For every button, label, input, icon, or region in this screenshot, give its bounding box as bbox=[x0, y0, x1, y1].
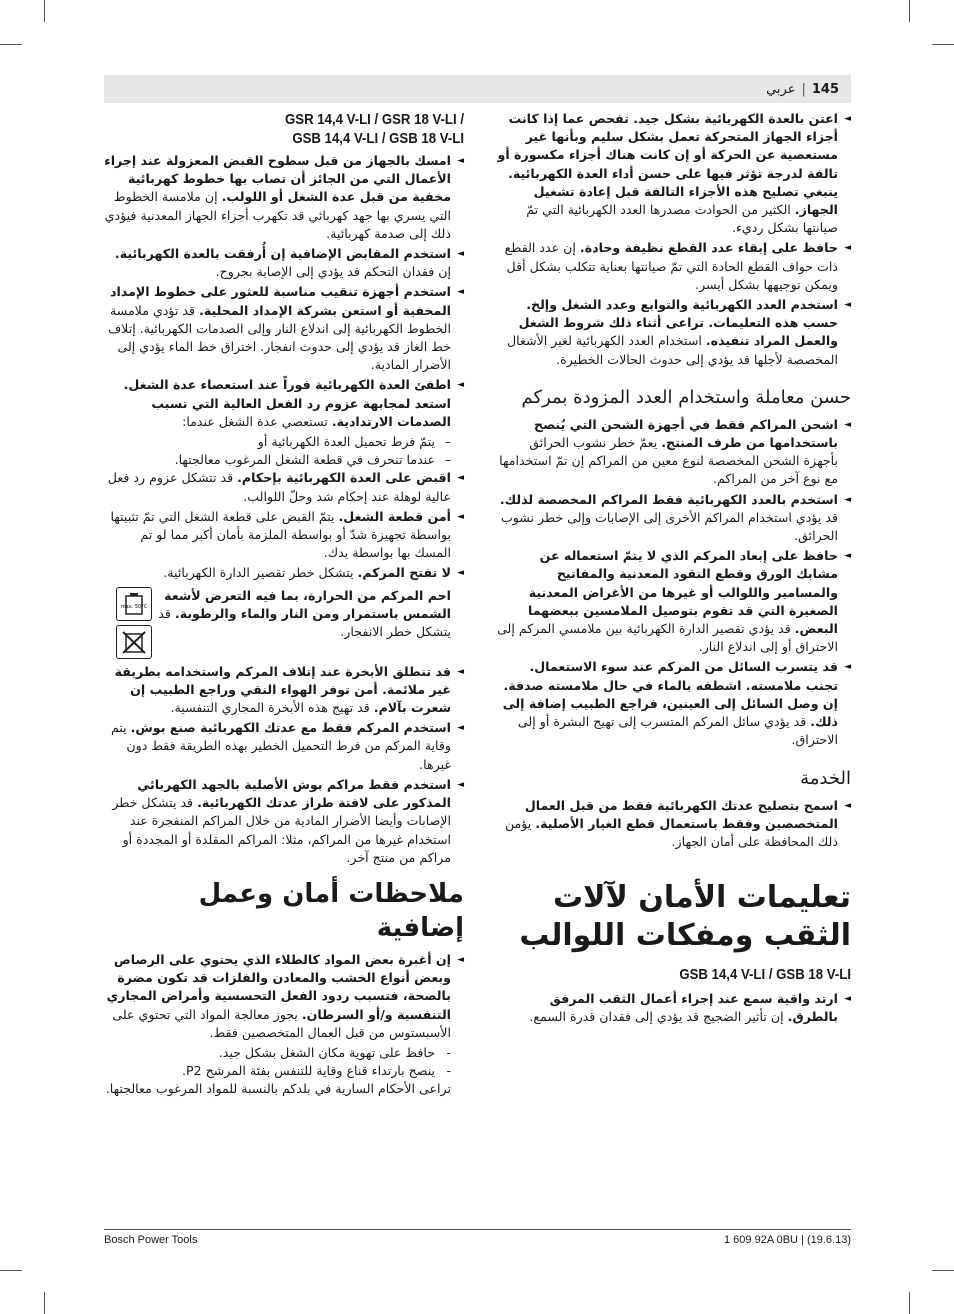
bullet-text: يتمّ القبض على قطعة الشغل التي تمّ تثبيتها بواسطة تجهيزة شدّ أو بواسطة الملزمة بأمان أكبر مما لو تم المسك بها بواسطة يدك. bbox=[110, 508, 451, 561]
bullet-item bbox=[497, 239, 851, 294]
bullet-text: إن عدد القطع ذات حواف القطع الحادة التي تمّ صيانتها بعناية تتكلب بشكل أقل ويمكن توجيهها بشكل أيسر. bbox=[504, 240, 838, 292]
dash-text: عندما تنحرف في قطعة الشغل المرغوب معالجتها. bbox=[174, 452, 435, 468]
bullet-bold: أمن قطعة الشغل. bbox=[338, 508, 451, 524]
heat-warning-icon bbox=[116, 587, 152, 621]
bullet-triangle-icon: ◄ bbox=[844, 994, 851, 1005]
bullet-text: يتشكل خطر تقصير الدارة الكهربائية. bbox=[163, 565, 358, 581]
section-subheading: الخدمة bbox=[800, 767, 851, 789]
bullet-triangle-icon: ◄ bbox=[844, 494, 851, 505]
bullet-item bbox=[497, 547, 851, 656]
crop-mark bbox=[909, 0, 910, 22]
bullet-item bbox=[104, 564, 464, 582]
bullet-text: إن فقدان التحكم قد يؤدي إلى الإصابة بجروح. bbox=[215, 264, 451, 280]
bullet-item bbox=[497, 797, 851, 852]
bullet-text: يؤمن ذلك المحافظة على أمان الجهاز. bbox=[504, 815, 838, 849]
bullet-text: تستعصي عدة الشغل عندما: bbox=[182, 413, 332, 429]
bullet-triangle-icon: ◄ bbox=[844, 243, 851, 254]
bullet-triangle-icon: ◄ bbox=[457, 380, 464, 391]
bullet-bold: استخدم المقابض الإضافية إن أُرفقت بالعدة الكهربائية. bbox=[114, 246, 451, 262]
dash-item: - حافظ على تهوية مكان الشغل بشكل جيد. bbox=[104, 1044, 464, 1062]
bullet-triangle-icon: ◄ bbox=[457, 473, 464, 484]
bullet-triangle-icon: ◄ bbox=[457, 249, 464, 260]
crop-mark bbox=[932, 44, 954, 45]
bullet-text: إن تأثير الضجيج قد يؤدي إلى فقدان قدرة السمع. bbox=[529, 1009, 788, 1025]
section-heading: تعليمات الأمان لآلات الثقب ومفكات اللوالب bbox=[519, 880, 851, 954]
icon-label: max. 50°C bbox=[120, 603, 148, 610]
bullet-bold: اسمح بتصليح عدتك الكهربائية فقط من قبل العمال المتخصصين وفقط باستعمال قطع الغيار الأصلية. bbox=[524, 797, 838, 831]
bullet-bold: قد يتسرب السائل من المركم عند سوء الاستعمال. تجنب ملامسته. اشطفه بالماء في حال ملامسته صدفة. إن وصل السائل إلى العينين، فراجع الطبيب إضافة إلى ذلك. bbox=[502, 659, 838, 730]
bullet-triangle-icon: ◄ bbox=[844, 662, 851, 673]
bullet-text: قد تؤدي ملامسة الخطوط الكهربائية إلى اندلاع النار وإلى الصدمات الكهربائية. إتلاف خط الغاز قد يؤدي إلى حدوث انفجار. اختراق خط الماء يؤدي إلى الأضرار المادية. bbox=[108, 302, 451, 373]
bullet-item bbox=[104, 283, 464, 374]
bullet-text: قد يتشكل خطر الإصابات وأيضا الأضرار المادية من خلال المراكم المنفجرة عند استخدام غيرها من المراكم، مثلا: المراكم المقلدة أو المجددة أو مراكم من منتج آخر. bbox=[112, 795, 451, 865]
bullet-item bbox=[497, 416, 851, 489]
bullet-triangle-icon: ◄ bbox=[844, 300, 851, 311]
bullet-triangle-icon: ◄ bbox=[844, 551, 851, 562]
bullet-item bbox=[104, 951, 464, 1042]
bullet-bold: حافظ على إبقاء عدد القطع نظيفة وحادة. bbox=[579, 240, 838, 256]
bullet-item bbox=[104, 152, 464, 243]
crop-mark bbox=[0, 44, 22, 45]
bullet-item bbox=[497, 658, 851, 749]
bullet-text: قد تتشكل عزوم رد فعل عالية لوهلة عند إحكام شد وحلّ اللوالب. bbox=[107, 470, 451, 504]
bullet-item bbox=[497, 110, 851, 237]
bullet-item bbox=[104, 719, 464, 774]
bullet-bold: استخدم فقط مراكم بوش الأصلية بالجهد الكهربائي المذكور على لافتة طراز عدتك الكهربائية. bbox=[137, 776, 451, 811]
dash-item: – عندما تنحرف في قطعة الشغل المرغوب معالجتها. bbox=[104, 451, 464, 469]
bullet-triangle-icon: ◄ bbox=[457, 723, 464, 734]
bullet-text: قد يؤدي تقصير الدارة الكهربائية بين ملامسي المركم إلى الاحتراق أو إلى اندلاع النار. bbox=[497, 621, 838, 655]
dash-item: - ينصح بارتداء قناع وقاية للتنفس بفئة المرشح P2. bbox=[104, 1062, 464, 1080]
crop-mark bbox=[932, 1270, 954, 1271]
crop-mark bbox=[0, 1270, 22, 1271]
bullet-text: قد يتشكل خطر الانفجار. bbox=[158, 605, 451, 640]
model-heading: GSB 14,4 V-LI / GSB 18 V-LI bbox=[679, 966, 851, 984]
bullet-text: قد تهيج هذه الأبخرة المجاري التنفسية. bbox=[170, 700, 374, 716]
section-subheading: حسن معاملة واستخدام العدد المزودة بمركم bbox=[521, 386, 851, 408]
bullet-item bbox=[104, 376, 464, 431]
warning-block bbox=[104, 587, 464, 659]
bullet-triangle-icon: ◄ bbox=[457, 568, 464, 579]
bullet-item bbox=[497, 296, 851, 369]
bullet-item bbox=[104, 245, 464, 281]
bullet-item bbox=[104, 469, 464, 505]
bullet-bold: استخدم المركم فقط مع عدتك الكهربائية صنع بوش. bbox=[130, 720, 451, 736]
bullet-text: إن ملامسة الخطوط التي يسري بها جهد كهربائي قد تكهرب أجزاء الجهاز المعدنية فيؤدي ذلك إلى صدمة كهربائية. bbox=[104, 189, 451, 241]
bullet-bold: ارتد واقية سمع عند إجراء أعمال الثقب المرفق بالطرق. bbox=[549, 991, 838, 1025]
header-language: عربي bbox=[766, 81, 796, 97]
dash-text: يتمّ فرط تحميل العدة الكهربائية أو bbox=[257, 434, 435, 450]
bullet-triangle-icon: ◄ bbox=[457, 511, 464, 522]
bullet-bold: امسك بالجهاز من قبل سطوح القبض المعزولة عند إجراء الأعمال التي من الجائز أن تصاب بها خطوط كهربائية مخفية من قبل عدة الشغل أو اللولب. bbox=[104, 153, 451, 205]
footer-docnumber: 1 609 92A 0BU | (19.6.13) bbox=[724, 1234, 851, 1246]
header-separator: | bbox=[801, 81, 806, 97]
bullet-bold: استخدم العدد الكهربائية والتوابع وعدد الشغل وإلخ. حسب هذه التعليمات. تراعى أثناء ذلك شروط الشغل والعمل المراد تنفيذه. bbox=[518, 297, 838, 349]
dash-item: – يتمّ فرط تحميل العدة الكهربائية أو bbox=[104, 433, 464, 451]
bullet-bold: احم المركم من الحرارة، بما فيه التعرض لأشعة الشمس باستمرار ومن النار والماء والرطوبة. bbox=[164, 587, 451, 621]
bullet-item bbox=[497, 491, 851, 546]
bullet-bold: اقبض على العدة الكهربائية بإحكام. bbox=[237, 470, 451, 486]
bullet-bold: قد تنطلق الأبخرة عند إتلاف المركم واستخدامه بطريقة غير ملائمة. أمن توفر الهواء النقي وراجع الطبيب إن شعرت بآلام. bbox=[114, 663, 451, 716]
bullet-bold: إن أغبرة بعض المواد كالطلاء الذي يحتوي على الرصاص وبعض أنواع الخشب والمعادن والفلزات قد تكون مضرة بالصحة، فتسبب ردود الفعل التحسسية وأمراض المجاري التنفسية و/أو السرطان. bbox=[106, 951, 451, 1022]
bullet-triangle-icon: ◄ bbox=[457, 954, 464, 965]
bullet-item bbox=[104, 508, 464, 563]
bullet-bold: استخدم أجهزة تنقيب مناسبة للعثور على خطوط الإمداد المخفية أو استعن بشركة الإمداد المحلية. bbox=[110, 284, 451, 318]
bullet-triangle-icon: ◄ bbox=[844, 800, 851, 811]
right-column bbox=[497, 110, 851, 1029]
page-header bbox=[104, 75, 851, 103]
model-heading: GSR 14,4 V-LI / GSR 18 V-LI / GSB 14,4 V-LI / GSB 18 V-LI bbox=[285, 111, 464, 147]
bullet-bold: استخدم بالعدد الكهربائية فقط المراكم المخصصة لذلك. bbox=[499, 491, 838, 507]
bullet-bold: اعتن بالعدة الكهربائية بشكل جيد. تفحص عما إذا كانت أجزاء الجهاز المتحركة تعمل بشكل سليم وبأنها غير مستعصية عن الحركة أو إن كانت هناك أجزاء مكسورة أو تالفة لدرجة تؤثر فيها على حسن أداء العدة الكهربائية. ينبغي تصليح هذه الأجزاء التالفة قبل إعادة تشغيل الجهاز. bbox=[497, 111, 838, 218]
crop-mark bbox=[44, 1292, 45, 1314]
bullet-triangle-icon: ◄ bbox=[844, 114, 851, 124]
bullet-bold: حافظ على إبعاد المركم الذي لا يتمّ استعماله عن مشابك الورق وقطع النقود المعدنية والمفاتيح والمسامير واللوالب أو غيرها من الأغراض المعدنية الصغيرة التي قد تقوم بتوصيل الملامسين ببعضهما البعض. bbox=[528, 548, 838, 637]
no-water-icon bbox=[116, 625, 152, 659]
bullet-text: يجوز معالجة المواد التي تحتوي على الأسبستوس من قبل العمال المتخصصين فقط. bbox=[112, 1006, 451, 1040]
page-footer bbox=[104, 1229, 851, 1246]
paragraph-text: تراعى الأحكام السارية في بلدكم بالنسبة للمواد المرغوب معالجتها. bbox=[105, 1081, 451, 1097]
bullet-item bbox=[104, 663, 464, 718]
dash-text: حافظ على تهوية مكان الشغل بشكل جيد. bbox=[218, 1044, 435, 1060]
bullet-triangle-icon: ◄ bbox=[844, 419, 851, 430]
bullet-text: يتم وقاية المركم من فرط التحميل الخطير بهذه الطريقة فقط دون غيرها. bbox=[110, 720, 451, 772]
bullet-triangle-icon: ◄ bbox=[457, 666, 464, 677]
crop-mark bbox=[909, 1292, 910, 1314]
bullet-triangle-icon: ◄ bbox=[457, 779, 464, 790]
bullet-text: يعمّ خطر نشوب الحرائق بأجهزة الشحن المخصصة لنوع معين من المراكم إن تمّ استخدامها مع نوع آخر من المراكم. bbox=[499, 435, 838, 487]
bullet-bold: اشحن المراكم فقط في أجهزة الشحن التي يُنصح باستخدامها من طرف المنتج. bbox=[534, 416, 838, 451]
page-number: 145 bbox=[811, 81, 839, 97]
section-heading: ملاحظات أمان وعمل إضافية bbox=[198, 878, 464, 943]
bullet-triangle-icon: ◄ bbox=[457, 287, 464, 298]
dash-text: ينصح بارتداء قناع وقاية للتنفس بفئة المرشح P2. bbox=[181, 1063, 435, 1079]
bullet-text: قد يؤدي سائل المركم المتسرب إلى تهيج البشرة أو إلى الاحتراق. bbox=[517, 714, 838, 748]
bullet-text: الكثير من الحوادث مصدرها العدد الكهربائية التي تمّ صيانتها بشكل رديء. bbox=[526, 202, 838, 236]
bullet-bold: اطفئ العدة الكهربائية فوراً عند استعصاء عدة الشغل. استعد لمجابهة عزوم رد الفعل العالية التي تسبب الصدمات الارتدادية. bbox=[123, 377, 451, 429]
bullet-triangle-icon: ◄ bbox=[457, 156, 464, 166]
left-column bbox=[104, 110, 464, 1099]
bullet-item bbox=[497, 990, 851, 1026]
bullet-item bbox=[104, 776, 464, 867]
bullet-text: استخدام العدد الكهربائية لغير الأشغال المخصصة لأجلها قد يؤدي إلى حدوث الحالات الخطيرة. bbox=[506, 333, 838, 367]
footer-brand: Bosch Power Tools bbox=[104, 1234, 198, 1246]
bullet-bold: لا تفتح المركم. bbox=[357, 565, 451, 581]
bullet-text: قد يؤدي استخدام المراكم الأخرى إلى الإصابات وإلى خطر نشوب الحرائق. bbox=[500, 509, 838, 544]
crop-mark bbox=[44, 0, 45, 22]
